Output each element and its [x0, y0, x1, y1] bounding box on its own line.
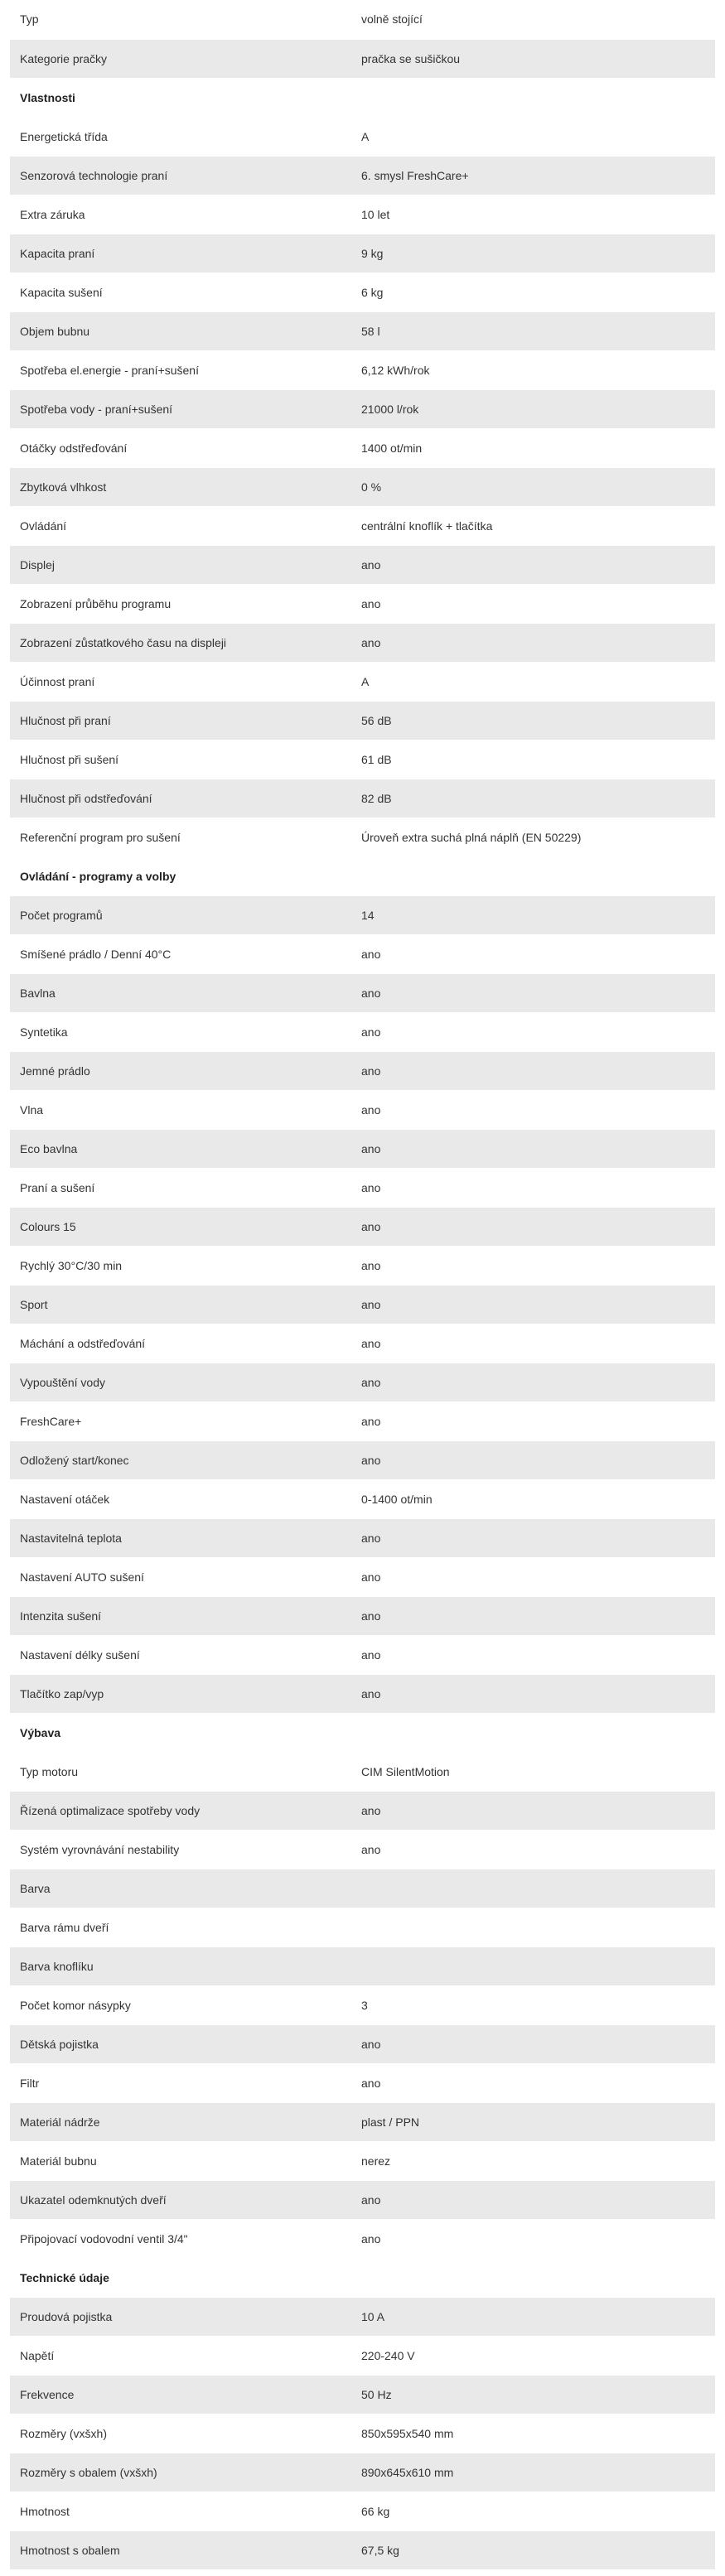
section-heading-row — [10, 856, 715, 895]
spec-label: Praní a sušení — [10, 1168, 351, 1207]
spec-row — [10, 779, 715, 818]
spec-value: 9 kg — [351, 234, 715, 273]
spec-row — [10, 506, 715, 545]
spec-row — [10, 1207, 715, 1246]
spec-value: 67,5 kg — [351, 2530, 715, 2569]
spec-row — [10, 2102, 715, 2141]
spec-row — [10, 1363, 715, 1401]
spec-label: Colours 15 — [10, 1207, 351, 1246]
spec-label: Systém vyrovnávání nestability — [10, 1830, 351, 1869]
spec-row — [10, 1129, 715, 1168]
spec-row — [10, 545, 715, 584]
spec-label: Kategorie pračky — [10, 39, 351, 78]
spec-row — [10, 2180, 715, 2219]
spec-row — [10, 467, 715, 506]
section-heading: Ovládání - programy a volby — [10, 856, 715, 895]
spec-label: Ovládání — [10, 506, 351, 545]
spec-value: ano — [351, 1830, 715, 1869]
spec-value: A — [351, 117, 715, 156]
spec-label: Hmotnost s obalem — [10, 2530, 351, 2569]
spec-value: centrální knoflík + tlačítka — [351, 506, 715, 545]
spec-value: nerez — [351, 2141, 715, 2180]
spec-value: ano — [351, 1363, 715, 1401]
spec-value: A — [351, 662, 715, 701]
spec-value: ano — [351, 1051, 715, 1090]
spec-row — [10, 1596, 715, 1635]
spec-value: 66 kg — [351, 2492, 715, 2530]
spec-row — [10, 1246, 715, 1285]
spec-label: Nastavení otáček — [10, 1479, 351, 1518]
spec-label: Energetická třída — [10, 117, 351, 156]
spec-value: 6. smysl FreshCare+ — [351, 156, 715, 195]
specification-table — [10, 0, 715, 2570]
spec-label: Nastavitelná teplota — [10, 1518, 351, 1557]
spec-label: Smíšené prádlo / Denní 40°C — [10, 934, 351, 973]
spec-label: Ukazatel odemknutých dveří — [10, 2180, 351, 2219]
spec-label: Připojovací vodovodní ventil 3/4" — [10, 2219, 351, 2258]
spec-label: Intenzita sušení — [10, 1596, 351, 1635]
spec-label: Počet programů — [10, 895, 351, 934]
spec-value: ano — [351, 623, 715, 662]
spec-label: Hlučnost při sušení — [10, 740, 351, 779]
spec-row — [10, 273, 715, 311]
spec-label: Barva — [10, 1869, 351, 1908]
spec-label: Zbytková vlhkost — [10, 467, 351, 506]
spec-value — [351, 1908, 715, 1946]
spec-label: Napětí — [10, 2336, 351, 2375]
spec-label: Zobrazení průběhu programu — [10, 584, 351, 623]
spec-value: ano — [351, 1168, 715, 1207]
spec-label: Nastavení délky sušení — [10, 1635, 351, 1674]
spec-row — [10, 1012, 715, 1051]
section-heading-row — [10, 1713, 715, 1752]
spec-value: ano — [351, 1440, 715, 1479]
spec-label: Hmotnost — [10, 2492, 351, 2530]
spec-row — [10, 1985, 715, 2024]
spec-row — [10, 2063, 715, 2102]
spec-row — [10, 662, 715, 701]
spec-value: ano — [351, 1791, 715, 1830]
spec-value: 58 l — [351, 311, 715, 350]
spec-row — [10, 1479, 715, 1518]
spec-label: Filtr — [10, 2063, 351, 2102]
spec-value: 10 let — [351, 195, 715, 234]
spec-value: ano — [351, 1596, 715, 1635]
spec-label: Počet komor násypky — [10, 1985, 351, 2024]
spec-row — [10, 195, 715, 234]
spec-value: ano — [351, 2180, 715, 2219]
spec-value: ano — [351, 1635, 715, 1674]
spec-label: Frekvence — [10, 2375, 351, 2414]
spec-row — [10, 1635, 715, 1674]
spec-value: 50 Hz — [351, 2375, 715, 2414]
spec-label: Máchání a odstřeďování — [10, 1324, 351, 1363]
spec-value: plast / PPN — [351, 2102, 715, 2141]
spec-value: ano — [351, 1518, 715, 1557]
spec-row — [10, 350, 715, 389]
spec-value: 56 dB — [351, 701, 715, 740]
section-heading-row — [10, 2258, 715, 2297]
spec-value: ano — [351, 584, 715, 623]
section-heading: Výbava — [10, 1713, 715, 1752]
spec-value: 61 dB — [351, 740, 715, 779]
spec-label: Typ motoru — [10, 1752, 351, 1791]
spec-value: ano — [351, 1090, 715, 1129]
spec-label: FreshCare+ — [10, 1401, 351, 1440]
spec-label: Vlna — [10, 1090, 351, 1129]
spec-label: Proudová pojistka — [10, 2297, 351, 2336]
spec-row — [10, 2453, 715, 2492]
spec-label: Otáčky odstřeďování — [10, 428, 351, 467]
spec-label: Extra záruka — [10, 195, 351, 234]
spec-row — [10, 895, 715, 934]
spec-row — [10, 1440, 715, 1479]
spec-row — [10, 1401, 715, 1440]
spec-row — [10, 1324, 715, 1363]
spec-label: Dětská pojistka — [10, 2024, 351, 2063]
spec-value: ano — [351, 1401, 715, 1440]
spec-value: 0-1400 ot/min — [351, 1479, 715, 1518]
spec-value: ano — [351, 545, 715, 584]
spec-row — [10, 2297, 715, 2336]
spec-value: Úroveň extra suchá plná náplň (EN 50229) — [351, 818, 715, 856]
spec-label: Rozměry s obalem (vxšxh) — [10, 2453, 351, 2492]
spec-row — [10, 2414, 715, 2453]
spec-row — [10, 39, 715, 78]
spec-value: CIM SilentMotion — [351, 1752, 715, 1791]
section-heading-row — [10, 78, 715, 117]
spec-value: ano — [351, 1012, 715, 1051]
spec-label: Řízená optimalizace spotřeby vody — [10, 1791, 351, 1830]
spec-row — [10, 1518, 715, 1557]
spec-label: Rychlý 30°C/30 min — [10, 1246, 351, 1285]
spec-row — [10, 2492, 715, 2530]
spec-value: ano — [351, 1207, 715, 1246]
spec-row — [10, 934, 715, 973]
spec-row — [10, 428, 715, 467]
spec-label: Materiál nádrže — [10, 2102, 351, 2141]
spec-label: Objem bubnu — [10, 311, 351, 350]
section-heading: Technické údaje — [10, 2258, 715, 2297]
spec-row — [10, 2141, 715, 2180]
spec-row — [10, 1752, 715, 1791]
spec-label: Spotřeba el.energie - praní+sušení — [10, 350, 351, 389]
spec-value: 1400 ot/min — [351, 428, 715, 467]
spec-row — [10, 0, 715, 39]
spec-label: Sport — [10, 1285, 351, 1324]
spec-row — [10, 1090, 715, 1129]
spec-label: Rozměry (vxšxh) — [10, 2414, 351, 2453]
spec-value — [351, 1869, 715, 1908]
spec-row — [10, 623, 715, 662]
spec-row — [10, 117, 715, 156]
spec-row — [10, 1830, 715, 1869]
spec-row — [10, 389, 715, 428]
section-heading: Vlastnosti — [10, 78, 715, 117]
spec-label: Senzorová technologie praní — [10, 156, 351, 195]
spec-value — [351, 1946, 715, 1985]
spec-label: Displej — [10, 545, 351, 584]
spec-value: ano — [351, 1129, 715, 1168]
spec-label: Referenční program pro sušení — [10, 818, 351, 856]
spec-value: 14 — [351, 895, 715, 934]
spec-row — [10, 1908, 715, 1946]
spec-value: ano — [351, 1557, 715, 1596]
spec-row — [10, 2336, 715, 2375]
spec-value: ano — [351, 1246, 715, 1285]
spec-value: ano — [351, 973, 715, 1012]
spec-value: 220-240 V — [351, 2336, 715, 2375]
spec-value: ano — [351, 1324, 715, 1363]
spec-value: 10 A — [351, 2297, 715, 2336]
spec-row — [10, 1791, 715, 1830]
spec-row — [10, 584, 715, 623]
spec-value: ano — [351, 2219, 715, 2258]
spec-value: 890x645x610 mm — [351, 2453, 715, 2492]
spec-value: ano — [351, 2063, 715, 2102]
spec-row — [10, 2530, 715, 2569]
spec-row — [10, 156, 715, 195]
spec-label: Spotřeba vody - praní+sušení — [10, 389, 351, 428]
spec-row — [10, 234, 715, 273]
spec-row — [10, 2375, 715, 2414]
specification-table-body — [10, 0, 715, 2569]
spec-row — [10, 1869, 715, 1908]
spec-label: Barva knoflíku — [10, 1946, 351, 1985]
spec-row — [10, 2024, 715, 2063]
spec-label: Typ — [10, 0, 351, 39]
spec-row — [10, 1946, 715, 1985]
spec-label: Vypouštění vody — [10, 1363, 351, 1401]
spec-value: volně stojící — [351, 0, 715, 39]
spec-value: 21000 l/rok — [351, 389, 715, 428]
spec-value: 6 kg — [351, 273, 715, 311]
spec-row — [10, 2219, 715, 2258]
spec-value: ano — [351, 1285, 715, 1324]
spec-row — [10, 701, 715, 740]
spec-row — [10, 1674, 715, 1713]
spec-label: Eco bavlna — [10, 1129, 351, 1168]
spec-label: Materiál bubnu — [10, 2141, 351, 2180]
spec-row — [10, 1557, 715, 1596]
spec-value: ano — [351, 2024, 715, 2063]
spec-value: ano — [351, 1674, 715, 1713]
spec-value: 0 % — [351, 467, 715, 506]
spec-label: Hlučnost při odstřeďování — [10, 779, 351, 818]
spec-label: Účinnost praní — [10, 662, 351, 701]
spec-value: 3 — [351, 1985, 715, 2024]
spec-label: Bavlna — [10, 973, 351, 1012]
spec-label: Kapacita praní — [10, 234, 351, 273]
spec-value: ano — [351, 934, 715, 973]
spec-row — [10, 818, 715, 856]
spec-label: Barva rámu dveří — [10, 1908, 351, 1946]
spec-row — [10, 973, 715, 1012]
spec-value: 82 dB — [351, 779, 715, 818]
spec-label: Kapacita sušení — [10, 273, 351, 311]
spec-label: Odložený start/konec — [10, 1440, 351, 1479]
spec-row — [10, 1168, 715, 1207]
spec-value: pračka se sušičkou — [351, 39, 715, 78]
spec-row — [10, 1051, 715, 1090]
spec-label: Syntetika — [10, 1012, 351, 1051]
spec-label: Jemné prádlo — [10, 1051, 351, 1090]
spec-row — [10, 1285, 715, 1324]
spec-label: Nastavení AUTO sušení — [10, 1557, 351, 1596]
spec-label: Tlačítko zap/vyp — [10, 1674, 351, 1713]
spec-row — [10, 740, 715, 779]
spec-value: 850x595x540 mm — [351, 2414, 715, 2453]
spec-label: Hlučnost při praní — [10, 701, 351, 740]
spec-label: Zobrazení zůstatkového času na displeji — [10, 623, 351, 662]
spec-row — [10, 311, 715, 350]
spec-value: 6,12 kWh/rok — [351, 350, 715, 389]
